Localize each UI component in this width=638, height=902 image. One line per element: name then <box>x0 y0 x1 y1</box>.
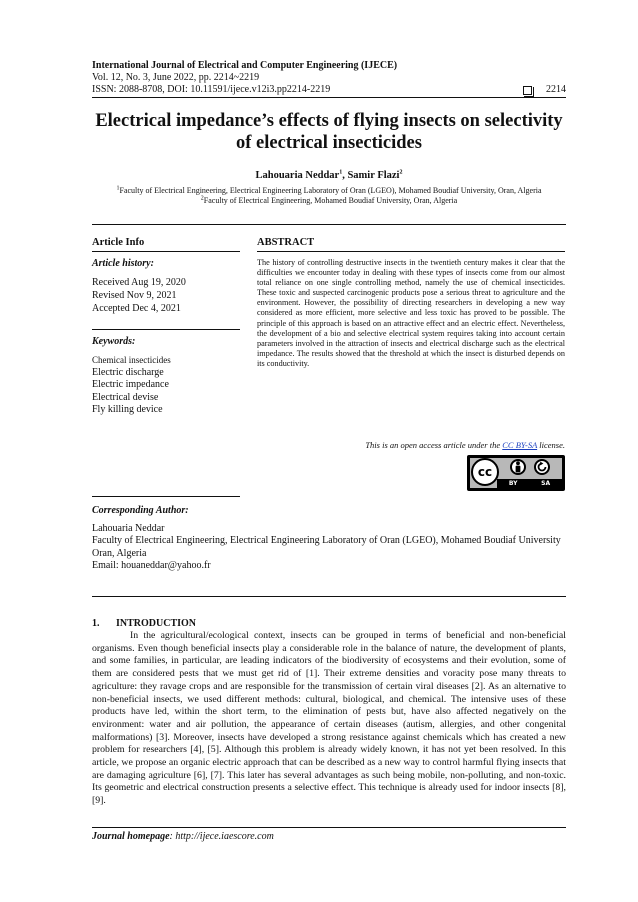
author-2: Samir Flazi <box>347 170 400 181</box>
article-info <box>92 237 240 417</box>
introduction-body <box>92 630 566 808</box>
history-list <box>92 276 240 315</box>
affiliation-2 <box>70 196 588 206</box>
article-info-heading: Article Info <box>92 237 240 252</box>
affiliation-1-sup: 1 <box>116 185 120 192</box>
section-number: 1. <box>92 618 100 629</box>
corresponding-email: Email: houaneddar@yahoo.fr <box>92 559 211 571</box>
keywords-label: Keywords: <box>92 336 136 347</box>
corresponding-location: Oran, Algeria <box>92 547 147 559</box>
section-heading <box>92 618 196 629</box>
open-access-prefix: This is an open access article under the <box>365 440 503 450</box>
history-label: Article history: <box>92 258 154 269</box>
corresponding-name: Lahouaria Neddar <box>92 523 165 534</box>
homepage-separator: : <box>169 831 176 842</box>
section-title: INTRODUCTION <box>116 618 197 629</box>
abstract-heading: ABSTRACT <box>257 237 565 252</box>
keywords-rule <box>92 329 240 330</box>
person-icon <box>510 459 526 475</box>
cc-logo-icon: cc <box>471 458 499 486</box>
keyword: Electrical devise <box>92 391 159 403</box>
introduction-paragraph: In the agricultural/ecological context, insects can be grouped in terms of beneficial and non-beneficial organisms. Even though beneficial insects play a considerable role in the balance of nature, the development of plants, and some families, in particular, are leading indicators of the biodiversity of ecosystems and their evolution, some of them are considered pests that we must get rid of [1]. Their extreme densities and voracity pose many threats to agriculture: they ravage crops and are responsible for the transmission of certain viral diseases [2]. As an alternative to non-beneficial insects, we used different methods: cultural, biological, and chemical. The intensive uses of these products have led, within the short term, to the elimination of pests but, have also affected negatively on the environment: water and air pollution, the appearance of certain diseases (autism, allergies, and other congenital malformations) [3]. Moreover, insects have developed a strong resistance against chemicals which has created a new problem for researchers [4], [5]. Although this problem is already widely known, it has not yet been resolved. In this article, we propose an organic electric approach that can be described as a new way to control harmful flying insects that are damaging agriculture [6], [7]. This later has several advantages as such being mobile, non-polluting, and non-toxic. Its geometric and electrical construction presents a selective effect. This technique is already used for indoor insects [8], [9]. <box>92 630 566 807</box>
affiliation-1 <box>70 186 588 196</box>
affiliation-2-sup: 2 <box>200 195 204 202</box>
affiliations <box>70 186 588 206</box>
volume-line: Vol. 12, No. 3, June 2022, pp. 2214~2219 <box>92 72 260 83</box>
author-1-sup: 1 <box>339 169 343 176</box>
info-top-rule <box>92 224 566 225</box>
corresponding-rule <box>92 496 240 497</box>
keyword: Fly killing device <box>92 404 163 415</box>
author-line <box>92 170 566 181</box>
journal-header <box>92 60 566 96</box>
homepage-label: Journal homepage <box>92 831 170 842</box>
corresponding-author <box>92 496 566 572</box>
keyword: Chemical insecticides <box>92 355 171 365</box>
license-link[interactable]: CC BY-SA <box>502 440 538 450</box>
author-separator: , <box>342 170 348 181</box>
badge-label-strip <box>497 479 562 488</box>
paper-title: Electrical impedance’s effects of flying insects on selectivity of electrical insecticides <box>95 111 563 153</box>
corresponding-bottom-rule <box>92 596 566 597</box>
issn-line: ISSN: 2088-8708, DOI: 10.11591/ijece.v12i3.pp2214-2219 <box>92 84 331 95</box>
journal-footer <box>92 831 566 842</box>
keywords-list <box>92 354 240 417</box>
share-alike-icon <box>534 459 550 475</box>
affiliation-2-text: Faculty of Electrical Engineering, Mohamed Boudiaf University, Oran, Algeria <box>203 196 458 205</box>
footer-rule <box>92 827 566 828</box>
keyword: Electric impedance <box>92 379 169 390</box>
page-box-icon <box>523 86 532 95</box>
corresponding-affiliation: Faculty of Electrical Engineering, Electrical Engineering Laboratory of Oran (LGEO), Mohamed Boudiaf University <box>92 535 561 547</box>
page-number: 2214 <box>546 84 566 95</box>
author-1: Lahouaria Neddar <box>255 170 340 181</box>
header-rule <box>92 97 566 98</box>
history-revised: Revised Nov 9, 2021 <box>92 290 177 301</box>
abstract-section <box>257 237 565 369</box>
abstract-text: The history of controlling destructive insects in the twentieth century makes it clear that the difficulties we encounter today in dealing with these types of insects come from our almost total reliance on one single controlling method, namely the use of chemical insecticides. These toxic and suspected carcinogenic products pose a serious threat to agriculture and the environment. However, the possibility of directing researchers in developing a new way considered as more efficient, more selective and less toxic has proved to be possible. The principle of this approach is based on an attractive effect and an electric effect. Nevertheless, the development of a bio and selective electrical system requires taking into account certain parameters involved in the attraction of insects and electrical discharge such as the electrical impedance. The results showed that the threshold at which the insect is disturbed depends on its conductivity. <box>257 258 565 368</box>
issn-row <box>92 84 566 96</box>
corresponding-body <box>92 523 566 572</box>
keyword: Electric discharge <box>92 366 164 378</box>
open-access-note <box>257 440 565 450</box>
badge-sa-label: SA <box>541 480 551 487</box>
open-access-suffix: license. <box>537 440 565 450</box>
affiliation-1-text: Faculty of Electrical Engineering, Electrical Engineering Laboratory of Oran (LGEO), Mohamed Boudiaf University, Oran, Algeria <box>119 186 542 195</box>
person-glyph-icon <box>513 461 523 473</box>
author-2-sup: 2 <box>399 169 403 176</box>
corresponding-label: Corresponding Author: <box>92 505 189 516</box>
cc-by-sa-badge-icon[interactable] <box>467 455 565 491</box>
share-alike-glyph-icon <box>536 461 548 473</box>
homepage-url[interactable]: http://ijece.iaescore.com <box>175 831 274 842</box>
journal-name: International Journal of Electrical and Computer Engineering (IJECE) <box>92 60 398 71</box>
history-received: Received Aug 19, 2020 <box>92 277 186 288</box>
page-number-block <box>523 84 566 96</box>
badge-by-label: BY <box>508 480 518 487</box>
history-accepted: Accepted Dec 4, 2021 <box>92 303 181 314</box>
